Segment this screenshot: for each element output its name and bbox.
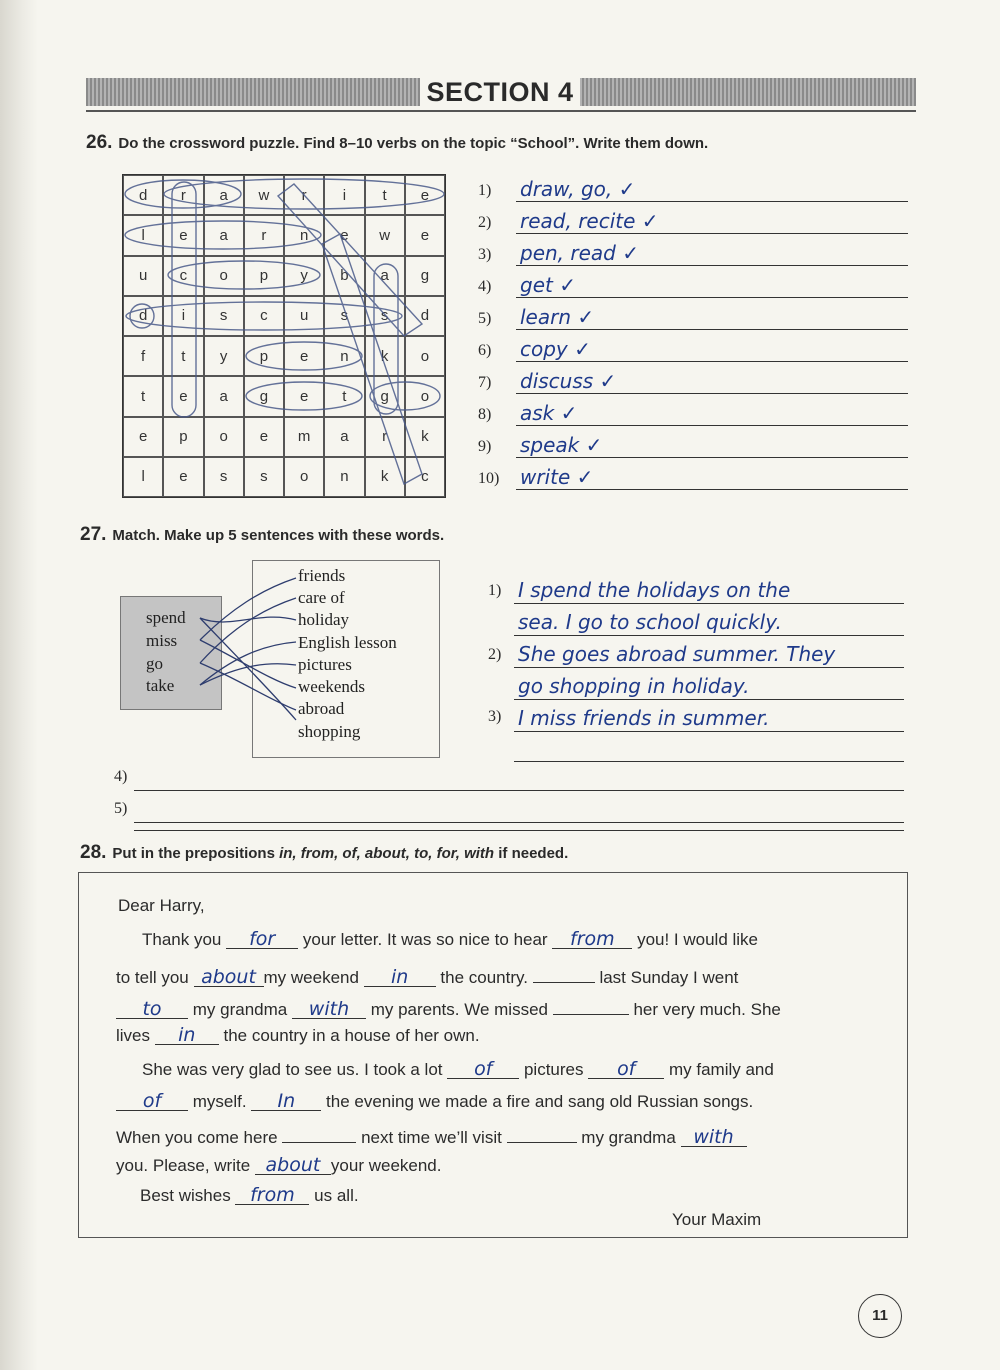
sentence-2-line-2: go shopping in holiday. <box>514 670 904 700</box>
section-title: SECTION 4 <box>420 74 580 110</box>
answer-handwriting: ask ✓ <box>520 401 578 425</box>
task-28-instruction-prefix: Put in the prepositions <box>112 845 280 862</box>
blank-3[interactable]: about <box>194 966 264 987</box>
answer-number: 8) <box>478 406 492 423</box>
grid-cell: g <box>244 376 284 416</box>
task-26-heading <box>86 132 708 154</box>
blank-6[interactable]: to <box>116 998 188 1019</box>
grid-cell: a <box>324 417 364 457</box>
blank-4[interactable]: in <box>364 966 436 987</box>
task-27-instruction: Match. Make up 5 sentences with these words. <box>112 527 445 544</box>
grid-cell: y <box>204 336 244 376</box>
task-26-instruction: Do the crossword puzzle. Find 8–10 verbs on the topic “School”. Write them down. <box>118 135 709 152</box>
sentence-4-line <box>134 790 904 791</box>
grid-cell: t <box>123 376 163 416</box>
grid-cell: s <box>324 296 364 336</box>
page-binding-edge <box>0 0 38 1370</box>
grid-cell: o <box>405 336 445 376</box>
grid-cell: s <box>244 457 284 497</box>
sentence-1-line-1: I spend the holidays on the <box>514 574 904 604</box>
grid-cell: s <box>204 457 244 497</box>
answer-line <box>516 393 908 394</box>
grid-cell: o <box>405 376 445 416</box>
grid-cell: n <box>324 457 364 497</box>
grid-cell: p <box>244 256 284 296</box>
answer-row <box>478 368 908 396</box>
sentence-1-line-2: sea. I go to school quickly. <box>514 606 904 636</box>
grid-cell: u <box>123 256 163 296</box>
answer-line <box>516 425 908 426</box>
answer-line <box>516 201 908 202</box>
sentence-4-number: 4) <box>114 768 128 785</box>
answer-row <box>478 240 908 268</box>
letter-line-8: you. Please, write about your weekend. <box>116 1154 442 1176</box>
grid-cell: g <box>405 256 445 296</box>
answer-handwriting: pen, read ✓ <box>520 241 639 265</box>
sentence-extra-line <box>134 830 904 831</box>
sentence-5-line <box>134 822 904 823</box>
sentence-3-line-1: I miss friends in summer. <box>514 702 904 732</box>
answer-handwriting: speak ✓ <box>520 433 603 457</box>
grid-cell: c <box>244 296 284 336</box>
letter-line-5: She was very glad to see us. I took a lot of pictures of my family and <box>142 1058 774 1080</box>
letter-signature: Your Maxim <box>672 1210 762 1229</box>
answer-number: 6) <box>478 342 492 359</box>
answer-handwriting: draw, go, ✓ <box>520 177 636 201</box>
grid-cell: e <box>405 175 445 215</box>
answer-handwriting: learn ✓ <box>520 305 595 329</box>
answer-number: 7) <box>478 374 492 391</box>
grid-cell: i <box>163 296 203 336</box>
grid-cell: d <box>123 175 163 215</box>
task-28-instruction-suffix: if needed. <box>494 845 569 862</box>
blank-12[interactable]: of <box>116 1090 188 1111</box>
letter-line-4: lives in the country in a house of her own. <box>116 1024 480 1046</box>
right-word-shopping: shopping <box>298 722 361 741</box>
answer-handwriting: discuss ✓ <box>520 369 617 393</box>
grid-cell: e <box>163 215 203 255</box>
answer-row <box>478 432 908 460</box>
grid-cell: a <box>365 256 405 296</box>
answer-row <box>478 304 908 332</box>
left-word-take: take <box>146 676 175 695</box>
task-28-number: 28. <box>80 842 107 863</box>
grid-cell: o <box>204 256 244 296</box>
blank-15[interactable] <box>507 1122 577 1143</box>
grid-cell: e <box>163 376 203 416</box>
grid-cell: p <box>163 417 203 457</box>
answer-line <box>516 489 908 490</box>
right-word-english-lesson: English lesson <box>298 633 397 652</box>
grid-cell: l <box>123 457 163 497</box>
grid-cell: m <box>284 417 324 457</box>
blank-7[interactable]: with <box>292 998 366 1019</box>
answer-handwriting: get ✓ <box>520 273 576 297</box>
answer-row <box>478 272 908 300</box>
grid-cell: s <box>204 296 244 336</box>
sentence-3-line-2 <box>514 732 904 762</box>
page-number: 11 <box>858 1294 902 1338</box>
answer-number: 1) <box>478 182 492 199</box>
grid-cell: t <box>324 376 364 416</box>
answer-line <box>516 457 908 458</box>
task-27-heading <box>80 524 444 546</box>
grid-cell: w <box>365 215 405 255</box>
letter-line-3: to my grandma with my parents. We missed her very much. She <box>116 994 781 1020</box>
grid-cell: d <box>123 296 163 336</box>
grid-cell: i <box>324 175 364 215</box>
grid-cell: y <box>284 256 324 296</box>
answer-row <box>478 208 908 236</box>
grid-cell: e <box>284 376 324 416</box>
grid-cell: l <box>123 215 163 255</box>
grid-cell: e <box>123 417 163 457</box>
blank-11[interactable]: of <box>588 1058 664 1079</box>
grid-cell: r <box>163 175 203 215</box>
grid-cell: t <box>163 336 203 376</box>
sentence-5-number: 5) <box>114 800 128 817</box>
answer-number: 9) <box>478 438 492 455</box>
sentence-2-number: 2) <box>488 646 502 663</box>
answer-number: 2) <box>478 214 492 231</box>
grid-cell: r <box>284 175 324 215</box>
grid-cell: r <box>244 215 284 255</box>
task-26-number: 26. <box>86 132 113 153</box>
grid-cell: b <box>324 256 364 296</box>
answer-row <box>478 400 908 428</box>
answer-line <box>516 265 908 266</box>
blank-10[interactable]: of <box>447 1058 519 1079</box>
task-28-heading <box>80 842 568 864</box>
blank-1[interactable]: for <box>226 928 298 949</box>
right-word-pictures: pictures <box>298 655 352 674</box>
answer-number: 4) <box>478 278 492 295</box>
answer-row <box>478 176 908 204</box>
grid-cell: c <box>405 457 445 497</box>
left-word-go: go <box>146 654 163 673</box>
match-connector-lines <box>190 570 302 740</box>
answer-handwriting: read, recite ✓ <box>520 209 659 233</box>
grid-cell: e <box>284 336 324 376</box>
answer-line <box>516 297 908 298</box>
sentence-3-number: 3) <box>488 708 502 725</box>
letter-greeting: Dear Harry, <box>118 896 205 915</box>
grid-cell: c <box>163 256 203 296</box>
blank-8[interactable] <box>553 994 629 1015</box>
right-word-friends: friends <box>298 566 346 585</box>
blank-9[interactable]: in <box>155 1024 219 1045</box>
right-word-weekends: weekends <box>298 677 366 696</box>
grid-cell: k <box>405 417 445 457</box>
left-word-spend: spend <box>146 608 186 627</box>
grid-cell: t <box>365 175 405 215</box>
grid-cell: k <box>365 336 405 376</box>
grid-cell: n <box>324 336 364 376</box>
task-28-instruction-words: in, from, of, about, to, for, with <box>279 845 495 862</box>
answer-line <box>516 329 908 330</box>
grid-cell: g <box>365 376 405 416</box>
answer-number: 3) <box>478 246 492 263</box>
answer-number: 5) <box>478 310 492 327</box>
blank-16[interactable]: with <box>681 1126 747 1147</box>
grid-cell: e <box>405 215 445 255</box>
grid-cell: u <box>284 296 324 336</box>
blank-2[interactable]: from <box>552 928 632 949</box>
blank-17[interactable]: about <box>255 1154 331 1175</box>
grid-cell: d <box>405 296 445 336</box>
letter-line-6: of myself. In the evening we made a fire and sang old Russian songs. <box>116 1090 753 1112</box>
sentence-2-line-1: She goes abroad summer. They <box>514 638 904 668</box>
grid-cell: a <box>204 376 244 416</box>
sentence-1-number: 1) <box>488 582 502 599</box>
grid-cell: w <box>244 175 284 215</box>
blank-5[interactable] <box>533 962 595 983</box>
answer-line <box>516 361 908 362</box>
right-word-abroad: abroad <box>298 699 345 718</box>
grid-cell: a <box>204 175 244 215</box>
grid-cell: e <box>163 457 203 497</box>
blank-13[interactable]: In <box>251 1090 321 1111</box>
letter-line-9: Best wishes from us all. <box>140 1184 359 1206</box>
grid-cell: f <box>123 336 163 376</box>
grid-cell: k <box>365 457 405 497</box>
answer-handwriting: write ✓ <box>520 465 594 489</box>
letter-line-7: When you come here next time we’ll visit my grandma with <box>116 1122 747 1148</box>
grid-cell: e <box>244 417 284 457</box>
grid-cell: o <box>284 457 324 497</box>
answer-line <box>516 233 908 234</box>
grid-cell: s <box>365 296 405 336</box>
answer-row <box>478 464 908 492</box>
letter-line-2: to tell you about my weekend in the country. last Sunday I went <box>116 962 738 988</box>
left-word-miss: miss <box>146 631 178 650</box>
task-27-number: 27. <box>80 524 107 545</box>
blank-14[interactable] <box>282 1122 356 1143</box>
grid-cell: o <box>204 417 244 457</box>
grid-cell: p <box>244 336 284 376</box>
word-search-grid <box>122 174 446 498</box>
answer-row <box>478 336 908 364</box>
right-word-holiday: holiday <box>298 610 349 629</box>
right-word-care-of: care of <box>298 588 345 607</box>
answer-handwriting: copy ✓ <box>520 337 591 361</box>
grid-cell: a <box>204 215 244 255</box>
section-header-rule <box>86 110 916 112</box>
letter-line-1: Thank you for your letter. It was so nice to hear from you! I would like <box>142 928 759 950</box>
blank-18[interactable]: from <box>235 1184 309 1205</box>
grid-cell: r <box>365 417 405 457</box>
answer-number: 10) <box>478 470 500 487</box>
grid-cell: n <box>284 215 324 255</box>
grid-cell: e <box>324 215 364 255</box>
